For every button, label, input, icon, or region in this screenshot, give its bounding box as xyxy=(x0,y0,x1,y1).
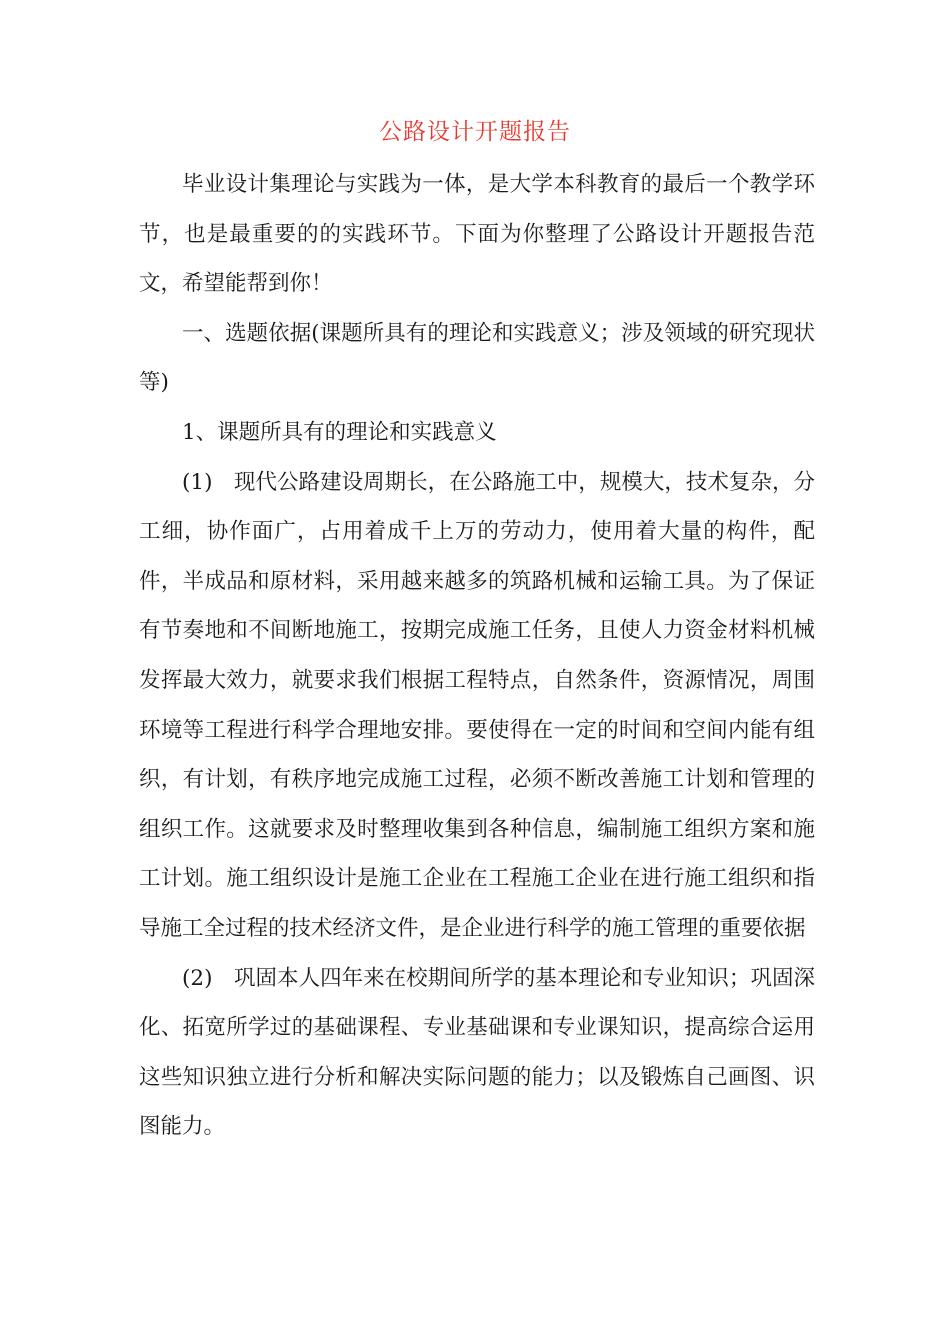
item-paragraph-1: (1) 现代公路建设周期长，在公路施工中，规模大，技术复杂，分工细，协作面广，占用着成千上万的劳动力，使用着大量的构件，配件，半成品和原材料，采用越来越多的筑路机械和运输工具。为了保证有节奏地和不间断地施工，按期完成施工任务，且使人力资金材料机械发挥最大效力，就要求我们根据工程特点，自然条件，资源情况，周围环境等工程进行科学合理地安排。要使得在一定的时间和空间内能有组织，有计划，有秩序地完成施工过程，必须不断改善施工计划和管理的组织工作。这就要求及时整理收集到各种信息，编制施工组织方案和施工计划。施工组织设计是施工企业在工程施工企业在进行施工组织和指导施工全过程的技术经济文件，是企业进行科学的施工管理的重要依据 xyxy=(139,469,815,941)
intro-paragraph: 毕业设计集理论与实践为一体，是大学本科教育的最后一个教学环节，也是最重要的的实践环节。下面为你整理了公路设计开题报告范文，希望能帮到你！ xyxy=(139,172,815,297)
subsection-heading-1: 1、课题所具有的理论和实践意义 xyxy=(182,419,497,445)
section-heading-1: 一、选题依据(课题所具有的理论和实践意义；涉及领域的研究现状等) xyxy=(139,320,815,396)
document-title: 公路设计开题报告 xyxy=(379,119,571,145)
item-paragraph-2: (2) 巩固本人四年来在校期间所学的基本理论和专业知识；巩固深化、拓宽所学过的基础课程、专业基础课和专业课知识，提高综合运用这些知识独立进行分析和解决实际问题的能力；以及锻炼自己画图、识图能力。 xyxy=(139,965,815,1140)
document-body xyxy=(139,160,815,1152)
